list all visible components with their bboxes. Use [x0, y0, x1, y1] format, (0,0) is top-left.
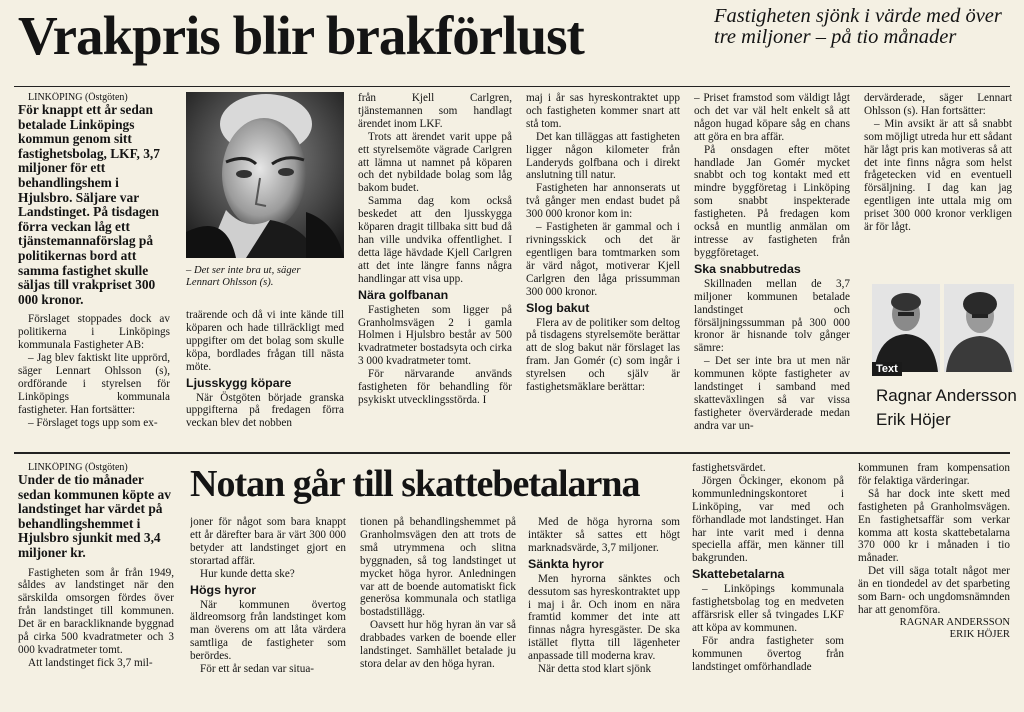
paragraph: Med de höga hyrorna som intäkter så sattes ett högt marknadsvärde, 3,7 miljoner. [528, 516, 680, 554]
bottom-lead: Under de tio månader sedan kommunen köpte av landstinget har värdet på behandlingshemmet i Hjulsbro sjunkit med 3,4 miljoner kr. [18, 472, 171, 560]
paragraph: För andra fastigheter som kommunen övertog från landstinget omförhandlade [692, 634, 844, 673]
photo-caption: – Det ser inte bra ut, säger Lennart Ohlsson (s). [186, 265, 301, 288]
top-column-6 [864, 92, 1012, 262]
top-column-1 [18, 92, 170, 448]
byline-name-1: Ragnar Andersson [876, 386, 1017, 405]
paragraph: Fastigheten har annonserats ut två gånger men endast budet på 300 000 kronor kom in: [526, 182, 680, 221]
portrait-photo-lennart-ohlsson [186, 92, 344, 258]
bottom-column-2 [190, 516, 346, 710]
paragraph: Förslaget stoppades dock av politikerna i Linköpings kommunala Fastigheter AB: [18, 313, 170, 352]
bottom-headline: Notan går till skattebetalarna [190, 463, 640, 505]
subheading-ska-snabbutredas: Ska snabbutredas [694, 261, 801, 276]
paragraph: Oavsett hur hög hyran än var så drabbades varken de boende eller landstinget. Samhället betalade ju stora delar av den höga hyran. [360, 619, 516, 670]
subheading-hogs-hyror: Högs hyror [190, 582, 257, 597]
paragraph: fastighetsvärdet. [692, 462, 766, 474]
paragraph: För närvarande används fastigheten för behandling för psykiskt utvecklingsstörda. I [358, 368, 512, 406]
paragraph: dervärderade, säger Lennart Ohlsson (s). Han fortsätter: [864, 92, 1012, 117]
paragraph: Trots att ärendet varit uppe på ett styrelsemöte vägrade Carlgren att lämna ut namnet på köparen och det nybildade bolag som låg bakom budet. [358, 130, 512, 195]
bottom-column-5 [692, 462, 844, 710]
top-divider [14, 86, 1010, 87]
paragraph: från Kjell Carlgren, tjänstemannen som handlagt ärendet inom LKF. [358, 92, 512, 130]
paragraph: Så har dock inte skett med fastigheten på Granholmsvägen. En fastighetsaffär som verkar komma att kosta skattebetalarna 370 000 kr i månaden i tio månader. [858, 487, 1010, 565]
top-column-3 [358, 92, 512, 448]
paragraph: När detta stod klart sjönk [538, 663, 652, 676]
paragraph: Det kan tilläggas att fastigheten ligger någon kilometer från Landeryds golfbana och i direkt anslutning till natur. [526, 130, 680, 182]
subheading-skattebetalarna: Skattebetalarna [692, 567, 785, 582]
top-column-2 [186, 309, 344, 449]
byline-name-2: Erik Höjer [876, 410, 951, 429]
top-column-4 [526, 92, 680, 448]
paragraph: tionen på behandlingshemmet på Granholmsvägen den att trots de små utrymmena och slitna byggnaden, så tog landstinget ut mycket höga hyror. Anledningen var att de boende automatiskt fick generösa kommunala och statliga bostadstillägg. [360, 516, 516, 619]
paragraph: Flera av de politiker som deltog på tisdagens styrelsemöte berättar att de slog bakut när förslaget las fram. Jan Gomér (c) som ingår i styrelsen och själv är fastighetsmäklare berättar: [526, 316, 680, 394]
byline-tag: Text [872, 362, 902, 376]
byline-photo-ragnar-andersson [872, 284, 940, 372]
top-headline: Vrakpris blir brakförlust [18, 5, 584, 66]
bottom-column-4 [528, 516, 680, 710]
paragraph: kommunen fram kompensation för felaktiga värderingar. [858, 462, 1010, 487]
paragraph: Men hyrorna sänktes och dessutom sas hyreskontraktet upp i maj i år. Och inom en nära framtid kommer det inte att finnas några hyresgäster. De ska istället flytta till lägenheter anpassade till moderna krav. [528, 572, 680, 663]
paragraph: När kommunen övertog äldreomsorg från landstinget kom man överens om att låta värdera samtliga de fastigheter som berördes. [190, 598, 346, 663]
signature-line-1: RAGNAR ANDERSSON [899, 616, 1010, 628]
article-separator [14, 452, 1010, 454]
subheading-slog-bakut: Slog bakut [526, 300, 590, 315]
paragraph: Det vill säga totalt något mer än en tiondedel av det sparbeting som Barn- och ungdomsnämnden har att genomföra. [858, 565, 1010, 616]
subheading-ljusskygg-kopare: Ljusskygg köpare [186, 375, 292, 390]
paragraph: Att landstinget fick 3,7 mil- [28, 656, 153, 669]
bottom-column-3 [360, 516, 516, 710]
signature-line-2: ERIK HÖJER [949, 628, 1010, 640]
byline-photo-erik-hojer [944, 284, 1014, 372]
bottom-column-1 [18, 462, 174, 710]
top-column-5 [694, 92, 850, 448]
paragraph: För ett år sedan var situa- [200, 663, 315, 676]
paragraph: Fastigheten som ligger på Granholmsvägen 2 i gamla Holmen i Hjulsbro består av 500 kvadratmeter bostadsyta och cirka 3 000 kvadratmeter tomt. [358, 303, 512, 368]
paragraph: Hur kunde detta ske? [200, 567, 295, 580]
paragraph: – Min avsikt är att så snabbt som möjligt utreda hur ett sådant här lågt pris kan motiveras så att det inte finns några som helst frågetecken vid en eventuell försäljning. I dag kan jag egentligen inte uttala mig om priset 300 000 kronor verkligen är för lågt. [864, 117, 1012, 234]
paragraph: Samma dag kom också beskedet att den ljusskygga köparen dragit tillbaka sitt bud då han ville undvika offentlighet. I detta läge hävdade Kjell Carlgren att det inte längre fanns några handlingar att visa upp. [358, 195, 512, 285]
paragraph: – Förslaget togs upp som ex- [28, 416, 158, 429]
subheading-sankta-hyror: Sänkta hyror [528, 556, 604, 571]
paragraph: – Linköpings kommunala fastighetsbolag tog en medveten affärsrisk eller så tvingades LKF att köpa av kommunen. [692, 583, 844, 634]
top-lead: För knappt ett år sedan betalade Linköpings kommun genom sitt fastighetsbolag, LKF, 3,7 miljoner för ett behandlingshem i Hjulsbro. Säljare var Landstinget. På tisdagen förra veckan låg ett tjänstemannaförslag på politikernas bord att samma fastighet skulle säljas till vrakpriset 300 000 kronor. [18, 102, 160, 307]
paragraph: På onsdagen efter mötet handlade Jan Gomér mycket snabbt och tog kontakt med ett mindre byggföretag i Linköping som snabbt inspekterade fastigheten. På fredagen kom också en muntlig anmälan om intresse av fastigheten från byggföretaget. [694, 143, 850, 259]
paragraph: – Det ser inte bra ut men när kommunen köpte fastigheter av landstinget i samband med skatteväxlingen så var vissa fastigheter övervärderade medan andra var un- [694, 355, 850, 432]
paragraph: traärende och då vi inte kände till köparen och hade tillräckligt med uppgifter om det bolag som skulle köpa, bordlades frågan till nästa möte. [186, 309, 344, 373]
paragraph: När Östgöten började granska uppgifterna på fredagen förra veckan blev det nobben [186, 391, 344, 430]
paragraph: maj i år sas hyreskontraktet upp och fastigheten kommer snart att stå tom. [526, 92, 680, 130]
paragraph: Jörgen Öckinger, ekonom på kommunledningskontoret i Linköping, var med och förhandlade mot landstinget. Han har inte varit med i denna speciella affär, men känner till bakgrunden. [692, 474, 844, 565]
paragraph: – Fastigheten är gammal och i rivningsskick och det är egentligen bara tomtmarken som är värd något, motiverar Kjell Carlgren den låga prissumman 300 000 kronor. [526, 221, 680, 298]
paragraph: joner för något som bara knappt ett år därefter bara är värt 300 000 betyder att landstinget gjort en storartad affär. [190, 516, 346, 567]
bottom-dateline: LINKÖPING (Östgöten) [28, 462, 128, 473]
paragraph: Fastigheten som år från 1949, såldes av landstinget när den särskilda omsorgen fördes över från landstinget till kommunen. Det är en barackliknande byggnad på cirka 500 kvadratmeter och 3 000 kvadratmeter tomt. [18, 566, 174, 656]
paragraph: Skillnaden mellan de 3,7 miljoner kommunen betalade landstinget och försäljningssumman på 300 000 kronor är hisnande tolv gånger sämre: [694, 277, 850, 355]
top-deck: Fastigheten sjönk i värde med över tre miljoner – på tio månader [714, 5, 1002, 48]
subheading-nara-golfbanan: Nära golfbanan [358, 287, 449, 302]
paragraph: – Jag blev faktiskt lite upprörd, säger Lennart Ohlsson (s), ordförande i styrelsen för Linköpings kommunala fastigheter. Han fortsätter: [18, 352, 170, 416]
paragraph: – Priset framstod som väldigt lågt och det var väl helt enkelt så att någon hugad köpare såg en chans att göra en bra affär. [694, 92, 850, 143]
bottom-column-6 [858, 462, 1010, 710]
top-dateline: LINKÖPING (Östgöten) [28, 92, 128, 103]
